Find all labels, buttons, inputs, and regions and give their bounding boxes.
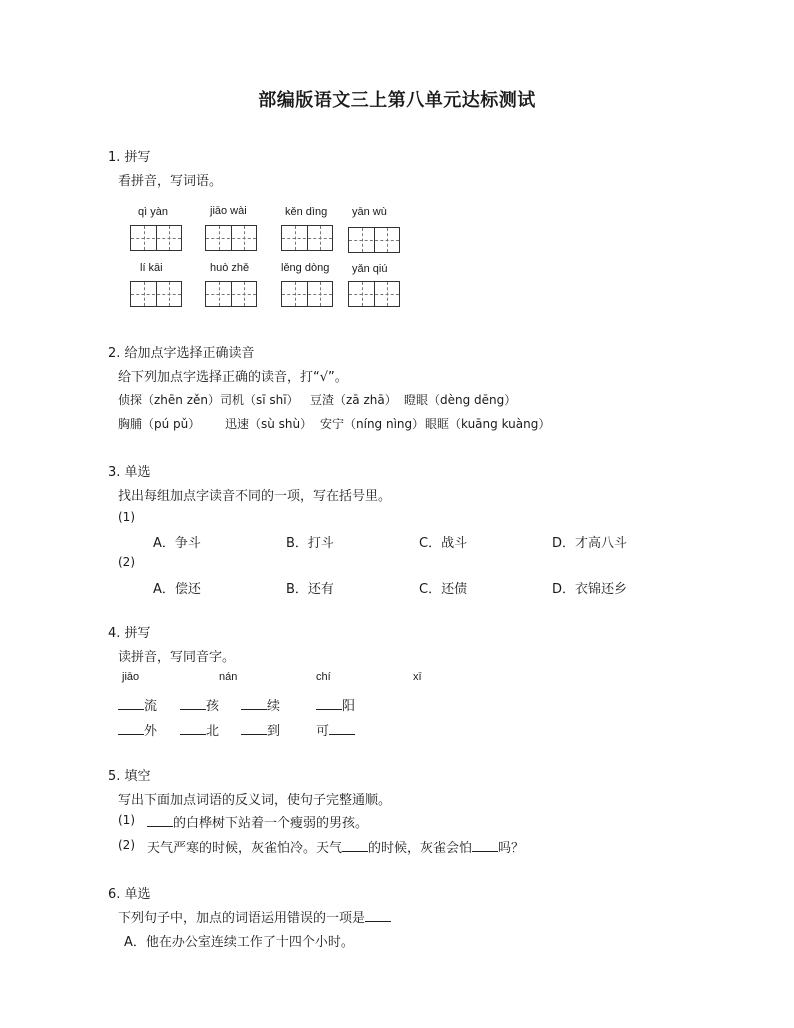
question-5-prompt: 写出下面加点词语的反义词，使句子完整通顺。 <box>118 793 392 808</box>
answer-blank[interactable] <box>316 708 342 710</box>
question-3-prompt: 找出每组加点字读音不同的一项，写在括号里。 <box>118 489 392 504</box>
question-4-prompt: 读拼音，写同音字。 <box>118 650 236 665</box>
answer-blank[interactable] <box>241 708 267 710</box>
page-title: 部编版语文三上第八单元达标测试 <box>258 90 536 111</box>
choice-option[interactable]: D．衣锦还乡 <box>552 582 628 597</box>
writing-grid-box[interactable] <box>205 225 257 251</box>
question-1-heading: 1. 拼写 <box>108 150 151 165</box>
answer-blank[interactable] <box>118 733 144 735</box>
answer-blank[interactable] <box>180 733 206 735</box>
pinyin-label: lí kāi <box>140 262 163 274</box>
choice-option[interactable]: D．才高八斗 <box>552 536 628 551</box>
reading-item: 胸脯（pú pǔ） <box>118 417 201 431</box>
pinyin-label: qì yàn <box>138 206 168 218</box>
answer-blank[interactable] <box>329 733 355 735</box>
fill-item: 流 <box>118 695 157 714</box>
reading-item: 迅速（sù shù） <box>225 417 313 431</box>
pinyin-label: huò zhě <box>210 262 250 274</box>
fill-item: 阳 <box>316 695 355 714</box>
pinyin-label: chí <box>316 671 331 683</box>
answer-blank[interactable] <box>147 825 173 827</box>
pinyin-label: xī <box>413 671 422 683</box>
choice-option[interactable]: A．他在办公室连续工作了十四个小时。 <box>124 935 354 950</box>
group-label: (2) <box>118 555 135 569</box>
reading-item: 豆渣（zā zhā） <box>310 393 397 407</box>
reading-item: 安宁（níng nìng） <box>320 417 425 431</box>
fill-item: 到 <box>241 720 280 739</box>
answer-blank[interactable] <box>472 850 498 852</box>
choice-option[interactable]: C．战斗 <box>419 536 468 551</box>
fill-sentence: 天气严寒的时候，灰雀怕冷。天气 的时候，灰雀会怕 吗？ <box>147 841 525 856</box>
fill-item: 孩 <box>180 695 219 714</box>
pinyin-label: jiāo <box>122 671 140 683</box>
pinyin-label: jiāo wài <box>210 205 247 217</box>
choice-option[interactable]: A．偿还 <box>153 582 201 597</box>
choice-option[interactable]: A．争斗 <box>153 536 201 551</box>
writing-grid-box[interactable] <box>281 281 333 307</box>
pinyin-label: nán <box>219 671 238 683</box>
question-6-heading: 6. 单选 <box>108 887 151 902</box>
writing-grid-box[interactable] <box>348 281 400 307</box>
question-2-prompt: 给下列加点字选择正确的读音，打“√”。 <box>118 370 348 385</box>
pinyin-label: lěng dòng <box>281 262 330 274</box>
fill-item: 北 <box>180 720 219 739</box>
answer-blank[interactable] <box>180 708 206 710</box>
writing-grid-box[interactable] <box>281 225 333 251</box>
reading-item: 侦探（zhēn zěn） <box>118 393 220 407</box>
pinyin-label: yān wù <box>352 206 387 218</box>
question-5-heading: 5. 填空 <box>108 769 151 784</box>
question-4-heading: 4. 拼写 <box>108 626 151 641</box>
fill-item: 续 <box>241 695 280 714</box>
fill-sentence: 的白桦树下站着一个瘦弱的男孩。 <box>147 812 368 831</box>
reading-item: 瞪眼（dèng dēng） <box>404 393 517 407</box>
answer-blank[interactable] <box>241 733 267 735</box>
answer-blank[interactable] <box>365 920 391 922</box>
answer-blank[interactable] <box>342 850 368 852</box>
writing-grid-box[interactable] <box>130 281 182 307</box>
question-2-heading: 2. 给加点字选择正确读音 <box>108 346 255 361</box>
question-6-prompt: 下列句子中，加点的词语运用错误的一项是 <box>118 907 391 926</box>
fill-item: 外 <box>118 720 157 739</box>
choice-option[interactable]: C．还债 <box>419 582 468 597</box>
writing-grid-box[interactable] <box>130 225 182 251</box>
item-label: (1) <box>118 813 135 827</box>
writing-grid-box[interactable] <box>348 227 400 253</box>
question-3-heading: 3. 单选 <box>108 465 151 480</box>
group-label: (1) <box>118 510 135 524</box>
reading-item: 眼眶（kuāng kuàng） <box>425 417 551 431</box>
item-label: (2) <box>118 838 135 852</box>
reading-item: 司机（sī shī） <box>220 393 299 407</box>
pinyin-label: kěn dìng <box>285 206 328 218</box>
fill-item: 可 <box>316 720 355 739</box>
answer-blank[interactable] <box>118 708 144 710</box>
choice-option[interactable]: B．还有 <box>286 582 334 597</box>
question-1-prompt: 看拼音，写词语。 <box>118 174 223 189</box>
pinyin-label: yǎn qiú <box>352 263 388 275</box>
choice-option[interactable]: B．打斗 <box>286 536 334 551</box>
writing-grid-box[interactable] <box>205 281 257 307</box>
